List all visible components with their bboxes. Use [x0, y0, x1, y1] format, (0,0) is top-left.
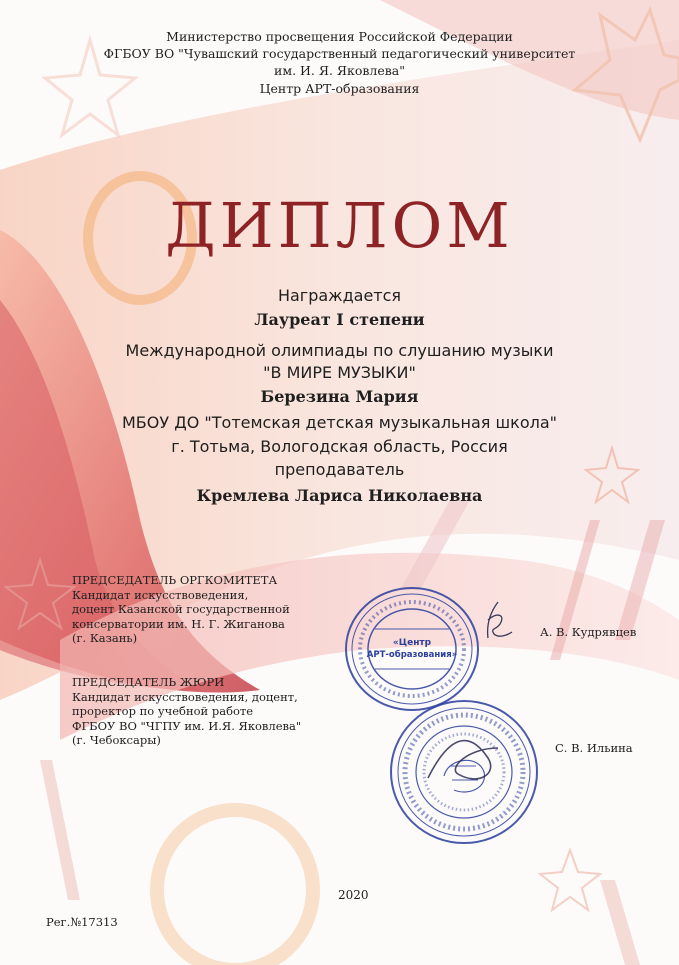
recipient-name: Березина Мария [260, 387, 419, 406]
org-chair-name: А. В. Кудрявцев [540, 625, 637, 639]
jury-chair-name: С. В. Ильина [555, 741, 633, 755]
center-stamp [343, 585, 481, 713]
awarded-text: Награждается [277, 286, 402, 305]
stamp-center-line1: «Центр [392, 638, 432, 648]
stamp-center-line2: АРТ-образования» [366, 650, 458, 660]
org-chair-signature [478, 598, 518, 648]
registration-number: Рег.№17313 [46, 915, 118, 929]
header-center: Центр АРТ-образования [259, 81, 420, 96]
org-chair-heading: ПРЕДСЕДАТЕЛЬ ОРГКОМИТЕТА [72, 573, 278, 587]
header-university-name: им. И. Я. Яковлева" [274, 63, 405, 78]
jury-chair-line3: ФГБОУ ВО "ЧГПУ им. И.Я. Яковлева" [72, 718, 302, 733]
jury-chair-heading: ПРЕДСЕДАТЕЛЬ ЖЮРИ [72, 675, 225, 689]
year: 2020 [338, 888, 369, 902]
event-name-line1: Международной олимпиады по слушанию музыки [125, 341, 554, 360]
org-chair-line3: консерватории им. Н. Г. Жиганова [72, 616, 285, 631]
school-location: г. Тотьма, Вологодская область, Россия [171, 437, 508, 456]
university-seal [388, 698, 540, 846]
org-chair-line1: Кандидат искусствоведения, [72, 587, 249, 602]
org-chair-block [72, 573, 290, 646]
jury-chair-line2: проректор по учебной работе [72, 704, 254, 718]
jury-chair-line4: (г. Чебоксары) [72, 733, 161, 747]
header-ministry: Министерство просвещения Российской Федерации [166, 29, 513, 44]
jury-chair-block [72, 675, 301, 748]
teacher-role: преподаватель [274, 460, 405, 479]
diploma-title: ДИПЛОМ [165, 189, 514, 262]
org-chair-line4: (г. Казань) [72, 631, 138, 645]
org-chair-line2: доцент Казанской государственной [72, 602, 290, 616]
jury-chair-line1: Кандидат искусствоведения, доцент, [72, 689, 298, 704]
event-name-line2: "В МИРЕ МУЗЫКИ" [263, 363, 416, 382]
teacher-name: Кремлева Лариса Николаевна [196, 486, 483, 505]
school-name: МБОУ ДО "Тотемская детская музыкальная школа" [122, 413, 557, 432]
award-rank: Лауреат I степени [254, 310, 425, 329]
header-university: ФГБОУ ВО "Чувашский государственный педагогический университет [103, 46, 576, 61]
